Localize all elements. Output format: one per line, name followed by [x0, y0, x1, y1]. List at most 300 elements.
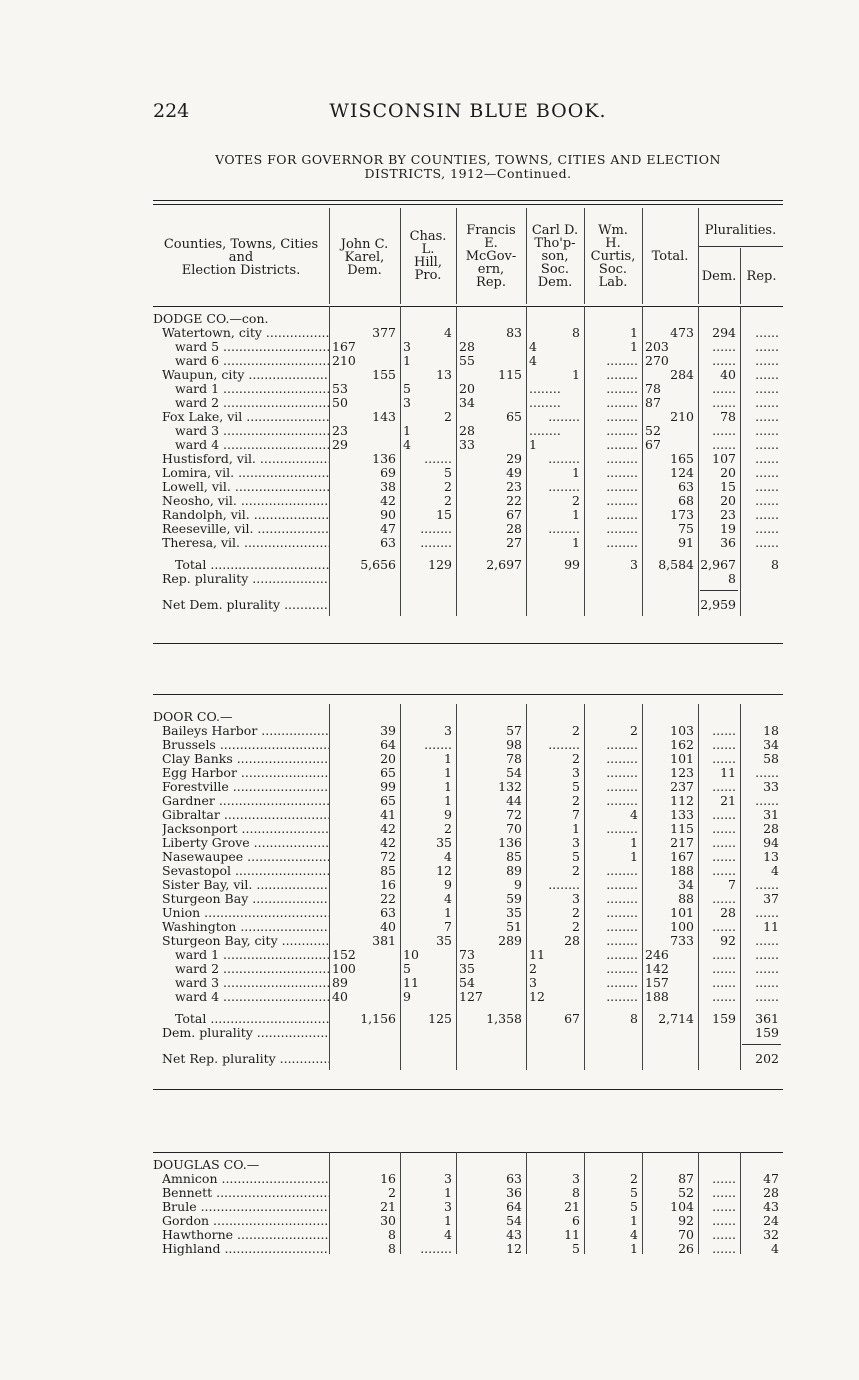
- cell-tho: ........: [548, 521, 580, 536]
- col-header-hill: Chas. L. Hill, Pro.: [409, 229, 447, 283]
- district-name: Theresa, vil. .....: [162, 536, 329, 550]
- column-divider: [456, 306, 457, 616]
- district-name: Brule .....: [162, 1200, 329, 1214]
- net-plurality-row: [153, 1052, 783, 1066]
- cell-hill: 3: [444, 1171, 452, 1186]
- cell-dem: 21: [720, 793, 736, 808]
- cell-total: 157: [645, 975, 669, 990]
- cell-total: 52: [645, 423, 661, 438]
- cell-total: 67: [645, 437, 661, 452]
- plurality-label: Dem. plurality .....: [162, 1026, 329, 1040]
- cell-karel: 64: [380, 737, 396, 752]
- cell-total: 188: [670, 863, 694, 878]
- table-row: [153, 738, 783, 752]
- cell-dem: 8: [728, 571, 736, 586]
- cell-mcg: 35: [506, 905, 522, 920]
- cell-hill: 1: [444, 905, 452, 920]
- district-name: ward 3 .....: [175, 976, 329, 990]
- cell-rep: ......: [755, 793, 779, 808]
- cell-dem: 15: [720, 479, 736, 494]
- column-divider: [400, 306, 401, 616]
- cell-cur: ........: [606, 975, 638, 990]
- cell-tho: 2: [572, 919, 580, 934]
- cell-cur: 2: [630, 1171, 638, 1186]
- cell-cur: ........: [606, 409, 638, 424]
- cell-rep: ......: [755, 521, 779, 536]
- cell-dem: ......: [712, 751, 736, 766]
- cell-rep: 28: [763, 821, 779, 836]
- cell-mcg: 89: [506, 863, 522, 878]
- cell-tho: 8: [572, 1185, 580, 1200]
- table-row: [153, 794, 783, 808]
- cell-cur: ........: [606, 437, 638, 452]
- cell-cur: ........: [606, 451, 638, 466]
- cell-mcg: 83: [506, 325, 522, 340]
- total-row: [153, 558, 783, 572]
- cell-rep: ......: [755, 395, 779, 410]
- col-header-thompson: Carl D. Tho'p- son, Soc. Dem.: [531, 223, 579, 290]
- cell-rep: ......: [755, 961, 779, 976]
- cell-rep: ......: [755, 479, 779, 494]
- page-number: 224: [153, 100, 190, 122]
- bottom-rule: [153, 643, 783, 644]
- cell-tho: 7: [572, 807, 580, 822]
- cell-karel: 72: [380, 849, 396, 864]
- cell-total: 26: [678, 1241, 694, 1256]
- cell-cur: ........: [606, 919, 638, 934]
- cell-dem: ......: [712, 723, 736, 738]
- cell-rep: 33: [763, 779, 779, 794]
- cell-karel: 210: [332, 353, 356, 368]
- district-name: Neosho, vil. .....: [162, 494, 329, 508]
- cell-hill: 2: [444, 493, 452, 508]
- cell-hill: 7: [444, 919, 452, 934]
- cell-rep: 24: [763, 1213, 779, 1228]
- cell-dem: ......: [712, 989, 736, 1004]
- cell-total: 34: [678, 877, 694, 892]
- cell-hill: 13: [436, 367, 452, 382]
- cell-hill: 1: [444, 1185, 452, 1200]
- district-name: Clay Banks .....: [162, 752, 329, 766]
- cell-mcg: 67: [506, 507, 522, 522]
- plurality-row: [153, 572, 783, 586]
- cell-karel: 21: [380, 1199, 396, 1214]
- district-name: ward 2 .....: [175, 396, 329, 410]
- cell-dem: ......: [712, 961, 736, 976]
- table-row: [153, 382, 783, 396]
- table-row: [153, 962, 783, 976]
- cell-karel: 47: [380, 521, 396, 536]
- cell-tho: 5: [572, 1241, 580, 1256]
- cell-total: 124: [670, 465, 694, 480]
- cell-tho: 2: [572, 905, 580, 920]
- cell-mcg: 28: [506, 521, 522, 536]
- cell-total: 104: [670, 1199, 694, 1214]
- cell-dem: 92: [720, 933, 736, 948]
- cell-karel: 89: [332, 975, 348, 990]
- cell-dem: 7: [728, 877, 736, 892]
- district-name: Washington .....: [162, 920, 329, 934]
- cell-dem: ......: [712, 807, 736, 822]
- cell-mcg: 36: [506, 1185, 522, 1200]
- cell-cur: ........: [606, 933, 638, 948]
- cell-cur: ........: [606, 479, 638, 494]
- cell-mcg: 12: [506, 1241, 522, 1256]
- cell-cur: ........: [606, 793, 638, 808]
- district-name: Gordon .....: [162, 1214, 329, 1228]
- cell-total: 88: [678, 891, 694, 906]
- cell-tho: 11: [529, 947, 545, 962]
- cell-tho: 5: [572, 779, 580, 794]
- cell-mcg: 22: [506, 493, 522, 508]
- cell-karel: 8: [388, 1241, 396, 1256]
- cell-dem: ......: [712, 1213, 736, 1228]
- cell-dem: ......: [712, 1199, 736, 1214]
- cell-karel: 40: [380, 919, 396, 934]
- cell-tho: 3: [572, 1171, 580, 1186]
- column-divider: [698, 704, 699, 1070]
- cell-tho: ........: [548, 451, 580, 466]
- district-name: Bennett .....: [162, 1186, 329, 1200]
- cell-hill: 1: [444, 793, 452, 808]
- cell-tho: 28: [564, 933, 580, 948]
- cell-mcg: 23: [506, 479, 522, 494]
- cell-hill: 125: [428, 1011, 452, 1026]
- cell-tho: 2: [529, 961, 537, 976]
- cell-hill: 4: [403, 437, 411, 452]
- table-row: [153, 410, 783, 424]
- cell-total: 112: [670, 793, 694, 808]
- cell-rep: ......: [755, 367, 779, 382]
- county-heading: [153, 710, 783, 724]
- table-row: [153, 766, 783, 780]
- cell-hill: 3: [403, 339, 411, 354]
- cell-cur: ........: [606, 381, 638, 396]
- cell-total: 101: [670, 751, 694, 766]
- cell-rep: ......: [755, 381, 779, 396]
- cell-rep: 4: [771, 863, 779, 878]
- district-name: Hawthorne .....: [162, 1228, 329, 1242]
- cell-tho: 4: [529, 339, 537, 354]
- cell-cur: 1: [630, 339, 638, 354]
- plurality-underline: [742, 1044, 781, 1045]
- cell-mcg: 1,358: [486, 1011, 522, 1026]
- cell-hill: 11: [403, 975, 419, 990]
- cell-cur: ........: [606, 961, 638, 976]
- cell-tho: ........: [548, 409, 580, 424]
- cell-mcg: 29: [506, 451, 522, 466]
- cell-mcg: 28: [459, 423, 475, 438]
- net-plurality-label: Net Dem. plurality .....: [162, 598, 329, 612]
- district-name: Nasewaupee .....: [162, 850, 329, 864]
- cell-total: 63: [678, 479, 694, 494]
- cell-rep: 47: [763, 1171, 779, 1186]
- district-name: Jacksonport .....: [162, 822, 329, 836]
- cell-karel: 65: [380, 765, 396, 780]
- cell-hill: ........: [420, 535, 452, 550]
- cell-total: 142: [645, 961, 669, 976]
- cell-mcg: 43: [506, 1227, 522, 1242]
- cell-cur: 1: [630, 849, 638, 864]
- cell-dem: ......: [712, 919, 736, 934]
- cell-rep: ......: [755, 989, 779, 1004]
- cell-tho: ........: [529, 423, 561, 438]
- cell-dem: ......: [712, 423, 736, 438]
- cell-hill: 2: [444, 479, 452, 494]
- dodge-county-table: [153, 200, 783, 650]
- cell-mcg: 115: [498, 367, 522, 382]
- district-name: Sturgeon Bay, city .....: [162, 934, 329, 948]
- district-name: Waupun, city .....: [162, 368, 329, 382]
- cell-tho: 99: [564, 557, 580, 572]
- cell-mcg: 54: [506, 1213, 522, 1228]
- douglas-county-table: [153, 1148, 783, 1278]
- cell-dem: ......: [712, 835, 736, 850]
- cell-rep: ......: [755, 905, 779, 920]
- cell-karel: 22: [380, 891, 396, 906]
- table-row: [153, 368, 783, 382]
- cell-cur: ........: [606, 367, 638, 382]
- column-divider: [642, 1152, 643, 1254]
- cell-rep: ......: [755, 933, 779, 948]
- table-row: [153, 480, 783, 494]
- cell-karel: 69: [380, 465, 396, 480]
- net-plurality-label: Net Rep. plurality .....: [162, 1052, 329, 1066]
- cell-karel: 20: [380, 751, 396, 766]
- district-name: ward 2 .....: [175, 962, 329, 976]
- cell-dem: 23: [720, 507, 736, 522]
- cell-tho: 6: [572, 1213, 580, 1228]
- table-row: [153, 1186, 783, 1200]
- cell-tho: 1: [572, 367, 580, 382]
- cell-total: 92: [678, 1213, 694, 1228]
- district-name: Randolph, vil. .....: [162, 508, 329, 522]
- col-header-pluralities: Pluralities.: [704, 223, 777, 238]
- cell-dem: ......: [712, 1171, 736, 1186]
- col-header-districts: Counties, Towns, Cities and Election Districts.: [163, 237, 319, 278]
- cell-rep: 34: [763, 737, 779, 752]
- cell-mcg: 28: [459, 339, 475, 354]
- cell-dem: ......: [712, 891, 736, 906]
- title-line-2: DISTRICTS, 1912—Continued.: [364, 166, 572, 181]
- table-row: [153, 326, 783, 340]
- district-name: Forestville .....: [162, 780, 329, 794]
- pluralities-divider: [698, 246, 783, 247]
- county-heading: [153, 1158, 783, 1172]
- table-row: [153, 438, 783, 452]
- cell-cur: ........: [606, 863, 638, 878]
- cell-rep: ......: [755, 423, 779, 438]
- cell-tho: 2: [572, 493, 580, 508]
- district-name: Egg Harbor .....: [162, 766, 329, 780]
- col-header-plur-dem: Dem.: [701, 269, 737, 284]
- cell-tho: 3: [572, 891, 580, 906]
- cell-cur: ........: [606, 891, 638, 906]
- cell-total: 2,714: [658, 1011, 694, 1026]
- cell-tho: 2: [572, 751, 580, 766]
- cell-karel: 90: [380, 507, 396, 522]
- cell-karel: 53: [332, 381, 348, 396]
- cell-tho: 2: [572, 723, 580, 738]
- cell-karel: 1,156: [360, 1011, 396, 1026]
- cell-karel: 16: [380, 877, 396, 892]
- district-name: Union .....: [162, 906, 329, 920]
- cell-rep: ......: [755, 451, 779, 466]
- cell-tho: 1: [572, 535, 580, 550]
- column-divider: [329, 1152, 330, 1254]
- cell-cur: 1: [630, 325, 638, 340]
- cell-rep: 43: [763, 1199, 779, 1214]
- cell-total: 87: [678, 1171, 694, 1186]
- cell-mcg: 54: [506, 765, 522, 780]
- cell-rep: 94: [763, 835, 779, 850]
- cell-hill: 3: [444, 1199, 452, 1214]
- cell-karel: 42: [380, 493, 396, 508]
- column-divider: [584, 1152, 585, 1254]
- table-row: [153, 452, 783, 466]
- district-name: Sturgeon Bay .....: [162, 892, 329, 906]
- cell-dem: 2,959: [700, 597, 736, 612]
- cell-karel: 39: [380, 723, 396, 738]
- cell-dem: ......: [712, 339, 736, 354]
- cell-total: 165: [670, 451, 694, 466]
- county-name: DOOR CO.—: [153, 710, 233, 724]
- cell-tho: ........: [548, 877, 580, 892]
- district-name: ward 3 .....: [175, 424, 329, 438]
- cell-dem: ......: [712, 437, 736, 452]
- column-divider: [456, 704, 457, 1070]
- top-rule: [153, 1152, 783, 1153]
- district-name: ward 6 .....: [175, 354, 329, 368]
- cell-total: 284: [670, 367, 694, 382]
- cell-dem: ......: [712, 1185, 736, 1200]
- table-row: [153, 466, 783, 480]
- table-row: [153, 752, 783, 766]
- cell-dem: 11: [720, 765, 736, 780]
- cell-hill: ........: [420, 1241, 452, 1256]
- table-row: [153, 396, 783, 410]
- cell-total: 91: [678, 535, 694, 550]
- cell-cur: ........: [606, 989, 638, 1004]
- cell-rep: ......: [755, 409, 779, 424]
- table-row: [153, 976, 783, 990]
- cell-karel: 2: [388, 1185, 396, 1200]
- table-row: [153, 1228, 783, 1242]
- cell-cur: ........: [606, 465, 638, 480]
- header-bottom-rule: [153, 306, 783, 307]
- cell-mcg: 27: [506, 535, 522, 550]
- cell-dem: ......: [712, 779, 736, 794]
- cell-karel: 42: [380, 835, 396, 850]
- cell-rep: 361: [755, 1011, 779, 1026]
- col-header-karel: John C. Karel, Dem.: [340, 237, 389, 278]
- cell-mcg: 98: [506, 737, 522, 752]
- cell-cur: ........: [606, 493, 638, 508]
- cell-hill: 35: [436, 835, 452, 850]
- cell-hill: 15: [436, 507, 452, 522]
- cell-dem: ......: [712, 947, 736, 962]
- cell-hill: 9: [444, 807, 452, 822]
- cell-mcg: 65: [506, 409, 522, 424]
- column-divider: [526, 1152, 527, 1254]
- cell-hill: 1: [403, 423, 411, 438]
- cell-karel: 99: [380, 779, 396, 794]
- cell-rep: 13: [763, 849, 779, 864]
- district-name: ward 5 .....: [175, 340, 329, 354]
- cell-rep: 18: [763, 723, 779, 738]
- cell-dem: ......: [712, 1227, 736, 1242]
- cell-total: 237: [670, 779, 694, 794]
- cell-tho: ........: [548, 479, 580, 494]
- table-row: [153, 424, 783, 438]
- cell-hill: .......: [424, 451, 452, 466]
- cell-karel: 155: [372, 367, 396, 382]
- district-name: ward 1 .....: [175, 948, 329, 962]
- cell-total: 8,584: [658, 557, 694, 572]
- cell-tho: ........: [548, 737, 580, 752]
- table-row: [153, 850, 783, 864]
- plurality-underline: [700, 590, 738, 591]
- cell-dem: 294: [712, 325, 736, 340]
- cell-tho: 67: [564, 1011, 580, 1026]
- cell-tho: 21: [564, 1199, 580, 1214]
- column-divider: [456, 1152, 457, 1254]
- cell-karel: 5,656: [360, 557, 396, 572]
- cell-mcg: 55: [459, 353, 475, 368]
- cell-mcg: 72: [506, 807, 522, 822]
- cell-tho: 2: [572, 863, 580, 878]
- cell-mcg: 34: [459, 395, 475, 410]
- cell-rep: ......: [755, 339, 779, 354]
- cell-total: 100: [670, 919, 694, 934]
- cell-karel: 63: [380, 905, 396, 920]
- cell-mcg: 57: [506, 723, 522, 738]
- table-row: [153, 906, 783, 920]
- cell-cur: 1: [630, 1213, 638, 1228]
- cell-dem: ......: [712, 975, 736, 990]
- cell-total: 68: [678, 493, 694, 508]
- table-row: [153, 536, 783, 550]
- cell-hill: 3: [444, 723, 452, 738]
- cell-cur: 8: [630, 1011, 638, 1026]
- cell-karel: 152: [332, 947, 356, 962]
- bottom-rule: [153, 1089, 783, 1090]
- cell-total: 733: [670, 933, 694, 948]
- cell-dem: ......: [712, 821, 736, 836]
- cell-hill: 1: [444, 751, 452, 766]
- cell-dem: 78: [720, 409, 736, 424]
- cell-total: 246: [645, 947, 669, 962]
- district-name: Hustisford, vil. .....: [162, 452, 329, 466]
- col-header-total: Total.: [651, 249, 689, 264]
- cell-mcg: 73: [459, 947, 475, 962]
- top-rule: [153, 694, 783, 695]
- table-row: [153, 522, 783, 536]
- col-header-plur-rep: Rep.: [746, 269, 777, 284]
- cell-tho: 11: [564, 1227, 580, 1242]
- cell-rep: ......: [755, 437, 779, 452]
- cell-hill: 1: [444, 779, 452, 794]
- cell-tho: 3: [572, 765, 580, 780]
- cell-cur: ........: [606, 395, 638, 410]
- cell-tho: ........: [529, 395, 561, 410]
- cell-hill: 1: [444, 765, 452, 780]
- cell-total: 473: [670, 325, 694, 340]
- cell-total: 210: [670, 409, 694, 424]
- cell-tho: 8: [572, 325, 580, 340]
- column-divider: [400, 704, 401, 1070]
- cell-rep: ......: [755, 507, 779, 522]
